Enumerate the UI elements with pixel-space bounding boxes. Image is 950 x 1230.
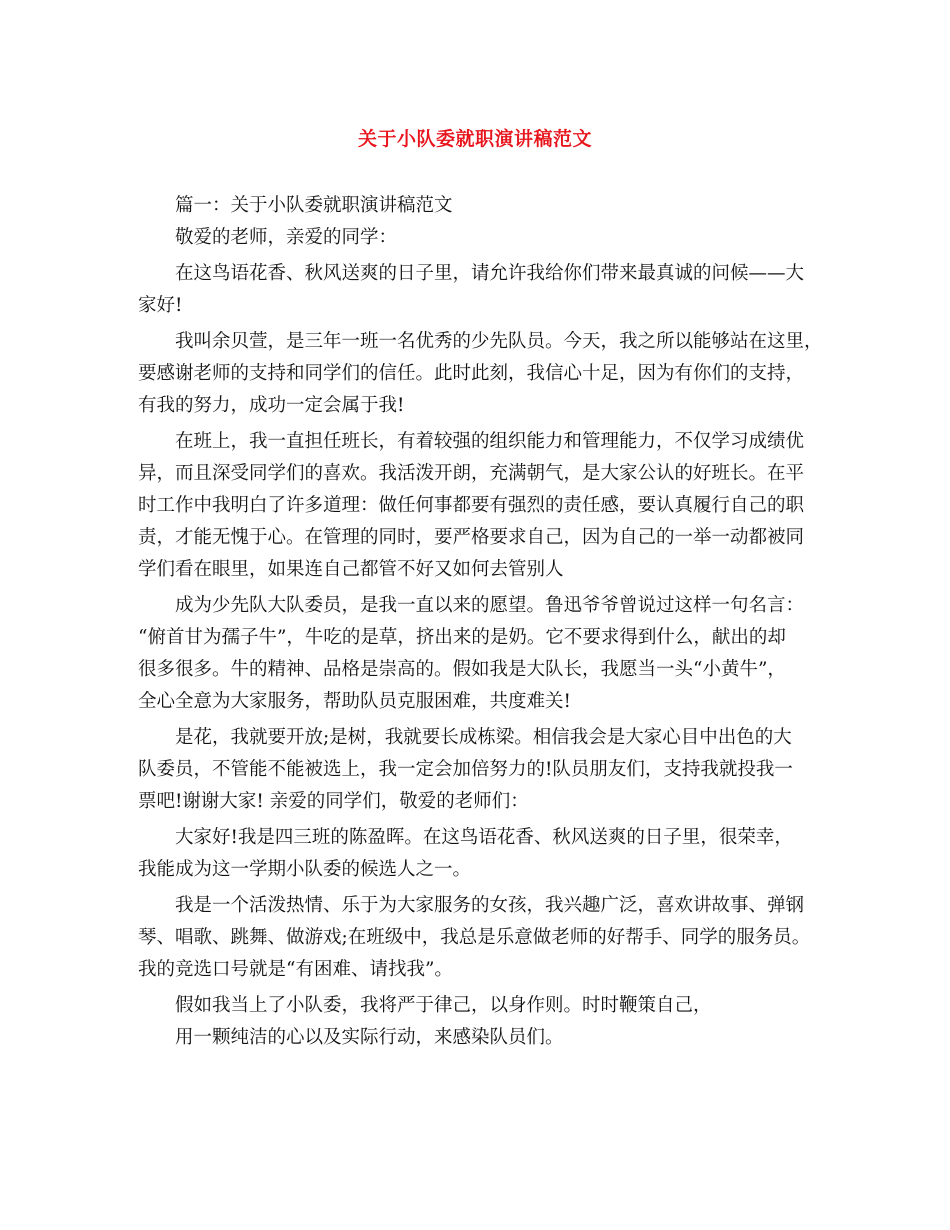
text-line: “俯首甘为孺子牛”，牛吃的是草，挤出来的是奶。它不要求得到什么，献出的却 [138, 627, 786, 648]
text-line: 成为少先队大队委员，是我一直以来的愿望。鲁迅爷爷曾说过这样一句名言： [175, 595, 805, 616]
text-line: 是花，我就要开放;是树，我就要长成栋梁。相信我会是大家心目中出色的大 [175, 727, 792, 748]
text-line: 队委员，不管能不能被选上，我一定会加倍努力的!队员朋友们，支持我就投我一 [138, 759, 793, 780]
text-line: 要感谢老师的支持和同学们的信任。此时此刻，我信心十足，因为有你们的支持， [138, 363, 805, 384]
text-line: 在班上，我一直担任班长，有着较强的组织能力和管理能力，不仅学习成绩优 [175, 431, 805, 452]
text-line: 学们看在眼里，如果连自己都管不好又如何去管别人 [138, 559, 564, 580]
text-line: 票吧!谢谢大家! 亲爱的同学们，敬爱的老师们： [138, 791, 529, 812]
text-line: 责，才能无愧于心。在管理的同时，要严格要求自己，因为自己的一举一动都被同 [138, 527, 805, 548]
text-line: 我是一个活泼热情、乐于为大家服务的女孩，我兴趣广泛，喜欢讲故事、弹钢 [175, 895, 805, 916]
text-line: 全心全意为大家服务，帮助队员克服困难，共度难关! [138, 691, 571, 712]
text-line: 假如我当上了小队委，我将严于律己，以身作则。时时鞭策自己， [175, 995, 712, 1016]
text-line: 琴、唱歌、跳舞、做游戏;在班级中，我总是乐意做老师的好帮手、同学的服务员。 [138, 927, 811, 948]
text-line: 用一颗纯洁的心以及实际行动，来感染队员们。 [175, 1027, 564, 1048]
text-line: 我能成为这一学期小队委的候选人之一。 [138, 859, 472, 880]
text-line: 大家好!我是四三班的陈盈晖。在这鸟语花香、秋风送爽的日子里，很荣幸， [175, 827, 793, 848]
text-line: 敬爱的老师，亲爱的同学： [175, 227, 398, 248]
text-line: 时工作中我明白了许多道理：做任何事都要有强烈的责任感，要认真履行自己的职 [138, 495, 805, 516]
text-line: 家好! [138, 295, 183, 316]
text-line: 有我的努力，成功一定会属于我! [138, 395, 405, 416]
text-line: 我的竞选口号就是“有困难、请找我”。 [138, 959, 453, 980]
text-line: 在这鸟语花香、秋风送爽的日子里，请允许我给你们带来最真诚的问候——大 [175, 263, 805, 284]
text-line: 异，而且深受同学们的喜欢。我活泼开朗，充满朝气，是大家公认的好班长。在平 [138, 463, 805, 484]
text-line: 很多很多。牛的精神、品格是崇高的。假如我是大队长，我愿当一头“小黄牛”， [138, 659, 786, 680]
document-body [138, 190, 823, 1054]
text-line: 我叫余贝萱，是三年一班一名优秀的少先队员。今天，我之所以能够站在这里， [175, 331, 823, 352]
text-line: 篇一：关于小队委就职演讲稿范文 [175, 195, 453, 216]
document-title: 关于小队委就职演讲稿范文 [357, 128, 592, 150]
